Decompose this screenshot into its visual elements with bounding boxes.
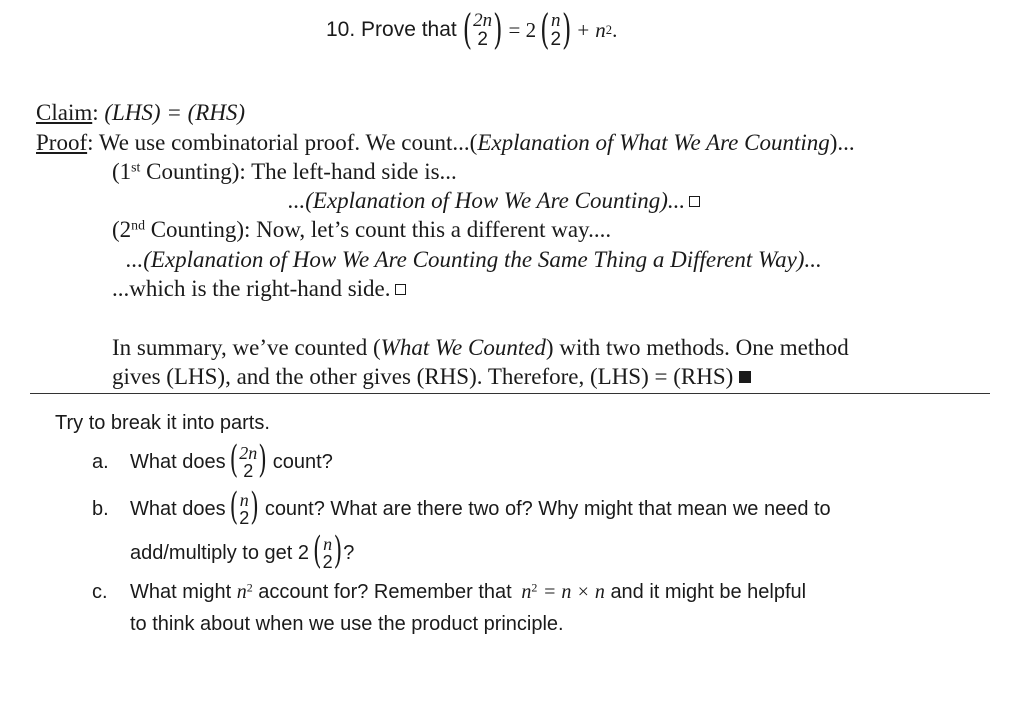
- second-post: Counting): Now, let’s count this a different way....: [144, 217, 612, 242]
- binomial-n-choose-2: ( n 2 ): [229, 486, 259, 530]
- hint-c: [92, 581, 806, 604]
- rhs-text: ...which is the right-hand side.: [112, 276, 391, 301]
- exponent: 2: [246, 580, 253, 595]
- proof-end: )...: [829, 130, 855, 155]
- first-post: Counting): The left-hand side is...: [140, 159, 457, 184]
- first-sup: st: [131, 159, 141, 175]
- hint-c-line-2: to think about when we use the product principle.: [130, 613, 564, 635]
- first-expl-text: ...(Explanation of How We Are Counting)...: [288, 188, 686, 213]
- equals-two: = 2: [508, 17, 537, 42]
- binomial-n-choose-2: ( n 2 ): [540, 6, 572, 54]
- hint-b-line2-pre: add/multiply to get 2: [130, 541, 309, 564]
- binom-bottom: 2: [550, 29, 562, 50]
- divider: [30, 393, 990, 394]
- second-explanation: [126, 247, 822, 273]
- binom-top: 2n: [473, 10, 493, 31]
- exponent: 2: [531, 580, 538, 595]
- claim-text: (LHS) = (RHS): [104, 100, 246, 125]
- summary-italic: What We Counted: [380, 335, 546, 360]
- rhs-line: [112, 276, 406, 302]
- second-counting-line: [112, 217, 611, 243]
- hint-a-post: count?: [272, 450, 333, 473]
- claim-label: Claim: [36, 100, 93, 125]
- claim-line: [36, 100, 245, 126]
- hint-c-mid: account for? Remember that: [258, 581, 512, 603]
- proof-italic: Explanation of What We Are Counting: [477, 130, 830, 155]
- hint-a: [92, 439, 333, 483]
- summary-text: gives (LHS), and the other gives (RHS). Therefore, (LHS) = (RHS): [112, 364, 734, 389]
- binom-bottom: 2: [243, 461, 254, 481]
- summary-pre: In summary, we’ve counted (: [112, 335, 381, 360]
- proof-text: : We use combinatorial proof. We count...(: [87, 130, 478, 155]
- binom-top: n: [323, 534, 333, 554]
- claim-colon: :: [92, 100, 99, 125]
- binom-top: n: [239, 490, 249, 510]
- hint-b-line2-post: ?: [343, 541, 355, 564]
- proof-line: [36, 130, 855, 156]
- second-sup: nd: [131, 217, 145, 233]
- summary-line-1: [112, 335, 849, 361]
- first-counting-line: [112, 159, 457, 185]
- hint-marker: b.: [92, 497, 109, 520]
- hint-marker: a.: [92, 450, 109, 473]
- summary-line-2: [112, 364, 751, 390]
- problem-statement: 10. Prove that ( 2n 2 ) = 2 ( n 2 ) + n 2 .: [326, 6, 618, 54]
- hint-b-post: count? What are there two of? Why might that mean we need to: [264, 497, 831, 520]
- qed-square-icon: [739, 371, 751, 383]
- binom-bottom: 2: [239, 508, 250, 528]
- proof-label: Proof: [36, 130, 88, 155]
- hint-b-pre: What does: [130, 497, 226, 520]
- binomial-2n-choose-2: ( 2n 2 ): [229, 439, 267, 483]
- open-box-icon: [395, 284, 406, 295]
- hints-intro: Try to break it into parts.: [55, 412, 270, 434]
- period: .: [612, 17, 618, 42]
- n-variable: n: [521, 581, 532, 603]
- binomial-n-choose-2: ( n 2 ): [313, 530, 343, 574]
- hint-b-line-2: [130, 530, 355, 574]
- binomial-2n-choose-2: ( 2n 2 ): [462, 6, 503, 54]
- hint-b: [92, 486, 831, 530]
- hint-a-pre: What does: [130, 450, 226, 473]
- first-pre: (1: [112, 159, 132, 184]
- first-explanation: [288, 188, 700, 214]
- product-equation: = n × n: [542, 581, 605, 603]
- n-variable: n: [236, 581, 247, 603]
- second-pre: (2: [112, 217, 132, 242]
- summary-post: ) with two methods. One method: [545, 335, 849, 360]
- hint-c-post: and it might be helpful: [610, 581, 807, 603]
- n-variable: n: [595, 17, 606, 42]
- second-expl-text: ...(Explanation of How We Are Counting the Same Thing a Different Way)...: [126, 247, 822, 272]
- binom-top: 2n: [239, 443, 258, 463]
- binom-bottom: 2: [322, 552, 333, 572]
- open-box-icon: [689, 196, 700, 207]
- plus-sign: +: [577, 17, 590, 42]
- hint-marker: c.: [92, 581, 108, 603]
- problem-prefix: 10. Prove that: [326, 18, 457, 41]
- binom-top: n: [551, 10, 561, 31]
- hint-c-pre: What might: [130, 581, 232, 603]
- binom-bottom: 2: [477, 29, 488, 50]
